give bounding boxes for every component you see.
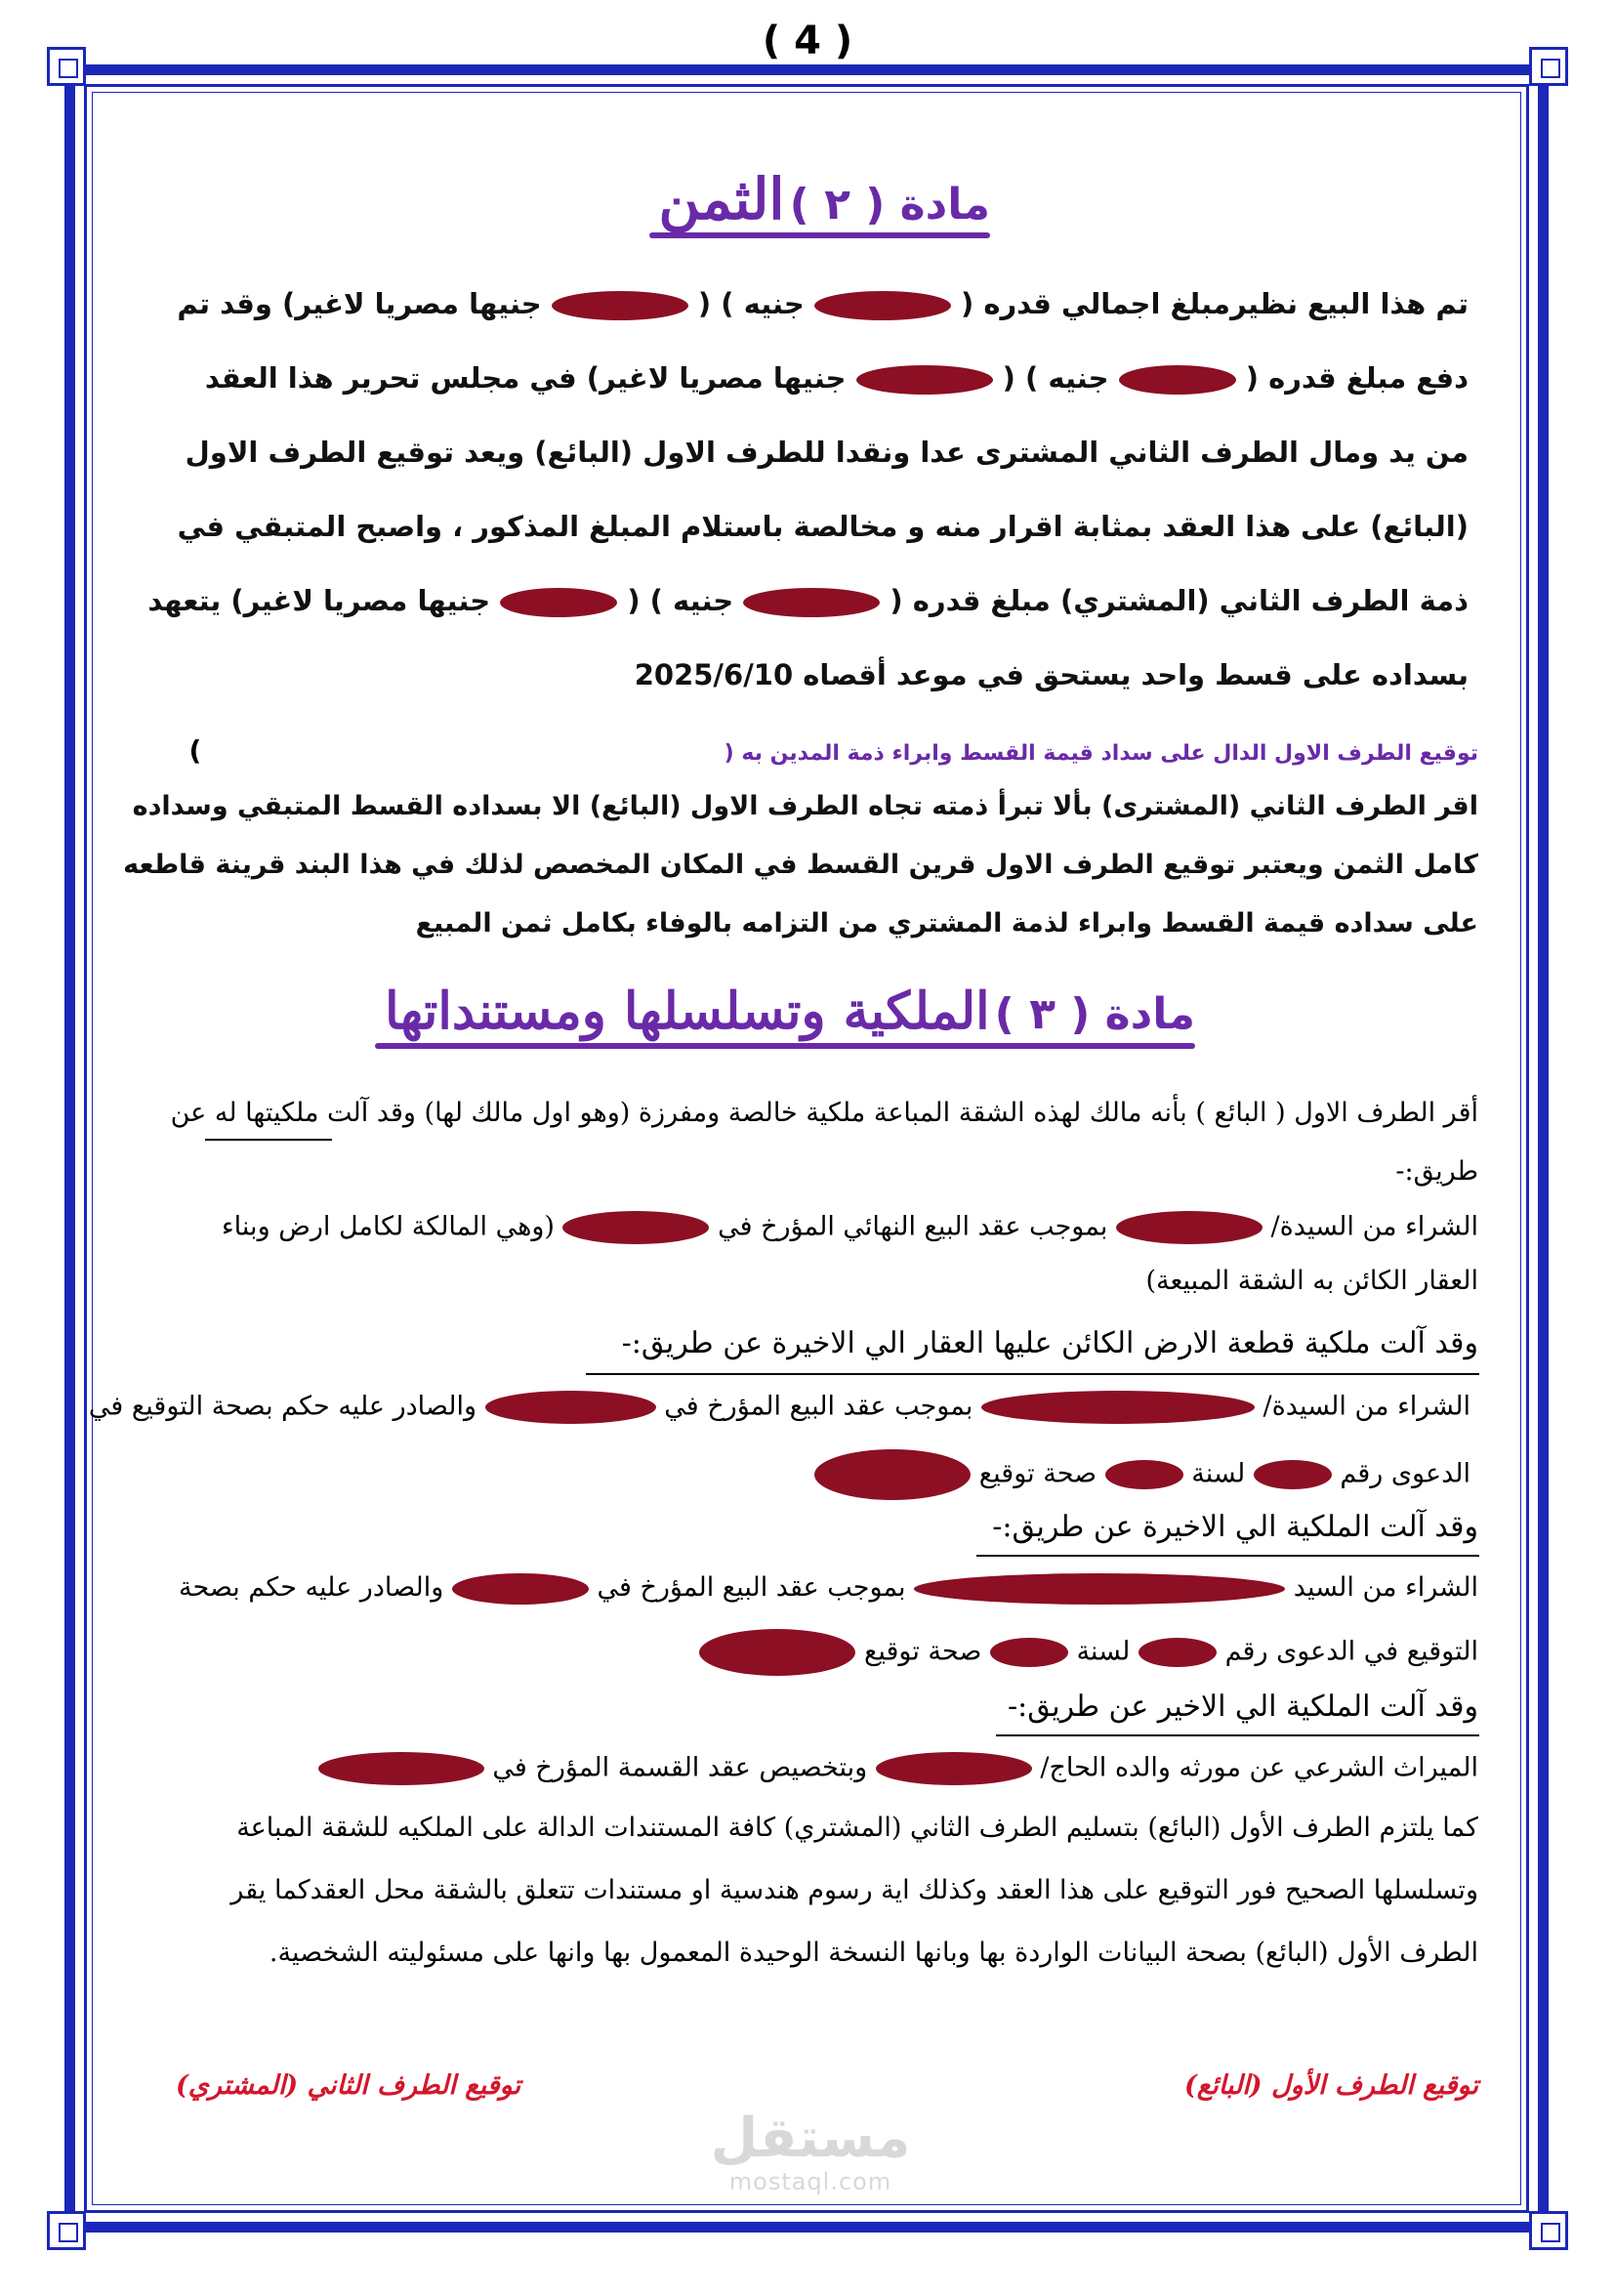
ownership-chain-heading-1: وقد آلت ملكية قطعة الارض الكائن عليها العقار الي الاخيرة عن طريق:- xyxy=(621,1326,1478,1360)
redaction xyxy=(990,1638,1068,1667)
redaction xyxy=(562,1211,709,1244)
article-2-title: الثمن xyxy=(658,166,785,232)
redaction xyxy=(485,1391,656,1424)
closing-line-3: الطرف الأول (البائع) بصحة البيانات الواردة بها وبانها النسخة الوحيدة المعمول بها وانها على مسئوليته الشخصية. xyxy=(269,1938,1478,1968)
redaction xyxy=(981,1391,1255,1424)
ownership-source-3-line-2: التوقيع في الدعوى رقم لسنة صحة توقيع xyxy=(699,1629,1478,1676)
ownership-source-1-line-1: الشراء من السيدة/ بموجب عقد البيع النهائي المؤرخ في (وهي المالكة لكامل ارض وبناء xyxy=(222,1211,1478,1244)
article-3-underline xyxy=(375,1043,1195,1049)
ownership-chain-heading-2: وقد آلت الملكية الي الاخيرة عن طريق:- xyxy=(992,1510,1478,1544)
second-party-signature-label: توقيع الطرف الثاني (المشتري) xyxy=(176,2070,521,2101)
redaction xyxy=(876,1752,1032,1785)
underline xyxy=(586,1373,1479,1375)
article-3-number: مادة ( ٣ ) xyxy=(994,989,1195,1039)
redaction xyxy=(1116,1211,1263,1244)
article-2-line-4: (البائع) على هذا العقد بمثابة اقرار منه و مخالصة باستلام المبلغ المذكور ، واصبح المتبقي في xyxy=(177,510,1469,543)
redaction xyxy=(743,588,880,617)
article-3-heading xyxy=(385,981,1195,1041)
corner-ornament-top-left xyxy=(47,47,86,86)
redaction xyxy=(318,1752,484,1785)
installment-signature-note: توقيع الطرف الاول الدال على سداد قيمة القسط وابراء ذمة المدين به ( ) xyxy=(188,734,1478,767)
underline xyxy=(205,1139,332,1141)
ownership-source-2-line-1: الشراء من السيدة/ بموجب عقد البيع المؤرخ في والصادر عليه حكم بصحة التوقيع في xyxy=(89,1391,1470,1424)
underline xyxy=(976,1555,1479,1557)
article-2-clause-line-1: اقر الطرف الثاني (المشترى) بألا تبرأ ذمته تجاه الطرف الاول (البائع) الا بسداده القسط المتبقي وسداده xyxy=(132,791,1478,821)
article-2-line-6: بسداده على قسط واحد يستحق في موعد أقصاه 2025/6/10 xyxy=(634,658,1469,691)
first-party-signature-label: توقيع الطرف الأول (البائع) xyxy=(1184,2070,1478,2101)
ownership-source-2-line-2: الدعوى رقم لسنة صحة توقيع xyxy=(814,1449,1470,1500)
corner-ornament-bottom-right xyxy=(1529,2211,1568,2250)
article-3-title: الملكية وتسلسلها ومستنداتها xyxy=(385,981,990,1041)
redaction xyxy=(1119,365,1236,395)
redaction xyxy=(552,291,688,320)
closing-line-1: كما يلتزم الطرف الأول (البائع) بتسليم الطرف الثاني (المشتري) كافة المستندات الدالة على الملكيه للشقة المباعة xyxy=(236,1813,1478,1843)
ownership-source-1-line-2: العقار الكائن به الشقة المبيعة) xyxy=(1145,1266,1478,1296)
redaction xyxy=(452,1573,589,1605)
article-3-intro-line-2: طريق:- xyxy=(1395,1156,1478,1187)
closing-line-2: وتسلسلها الصحيح فور التوقيع على هذا العقد وكذلك اية رسوم هندسية او مستندات تتعلق بالشقة محل العقدكما يقر xyxy=(230,1875,1478,1905)
redaction xyxy=(856,365,993,395)
page-number: ( 4 ) xyxy=(762,19,853,63)
redaction xyxy=(1139,1638,1217,1667)
corner-ornament-bottom-left xyxy=(47,2211,86,2250)
watermark-site: mostaql.com xyxy=(728,2168,892,2195)
article-3-intro-line-1: أقر الطرف الاول ( البائع ) بأنه مالك لهذه الشقة المباعة ملكية خالصة ومفرزة (وهو اول مالك لها) وقد آلت ملكيتها له عن xyxy=(170,1098,1478,1128)
redaction xyxy=(814,1449,971,1500)
redaction xyxy=(1254,1460,1332,1489)
article-2-clause-line-2: كامل الثمن ويعتبر توقيع الطرف الاول قرين القسط في المكان المخصص لذلك في هذا البند قرينة قاطعه xyxy=(123,850,1478,880)
ownership-chain-heading-3: وقد آلت الملكية الي الاخير عن طريق:- xyxy=(1007,1690,1478,1724)
article-2-clause-line-3: على سداده قيمة القسط وابراء لذمة المشتري من التزامه بالوفاء بكامل ثمن المبيع xyxy=(415,908,1478,939)
article-2-underline xyxy=(649,232,990,238)
mostaql-watermark xyxy=(683,2109,937,2195)
ownership-source-4-line-1: الميراث الشرعي عن مورثه والده الحاج/ وبتخصيص عقد القسمة المؤرخ في xyxy=(318,1752,1478,1785)
redaction xyxy=(500,588,617,617)
article-2-heading xyxy=(659,166,990,232)
article-2-line-5: ذمة الطرف الثاني (المشتري) مبلغ قدره ( جنيه ) ( جنيها مصريا لاغير) يتعهد xyxy=(147,584,1469,617)
article-2-line-2: دفع مبلغ قدره ( جنيه ) ( جنيها مصريا لاغير) في مجلس تحرير هذا العقد xyxy=(204,361,1469,395)
redaction xyxy=(914,1573,1285,1605)
watermark-logo: مستقل xyxy=(710,2107,911,2170)
redaction xyxy=(814,291,951,320)
article-2-number: مادة ( ٢ ) xyxy=(789,180,990,230)
underline xyxy=(996,1734,1479,1736)
redaction xyxy=(699,1629,855,1676)
redaction xyxy=(1105,1460,1183,1489)
corner-ornament-top-right xyxy=(1529,47,1568,86)
article-2-line-3: من يد ومال الطرف الثاني المشترى عدا ونقدا للطرف الاول (البائع) ويعد توقيع الطرف الاول xyxy=(185,436,1469,469)
ownership-source-3-line-1: الشراء من السيد بموجب عقد البيع المؤرخ في والصادر عليه حكم بصحة xyxy=(178,1572,1478,1603)
article-2-line-1: تم هذا البيع نظيرمبلغ اجمالي قدره ( جنيه ) ( جنيها مصريا لاغير) وقد تم xyxy=(177,287,1469,320)
